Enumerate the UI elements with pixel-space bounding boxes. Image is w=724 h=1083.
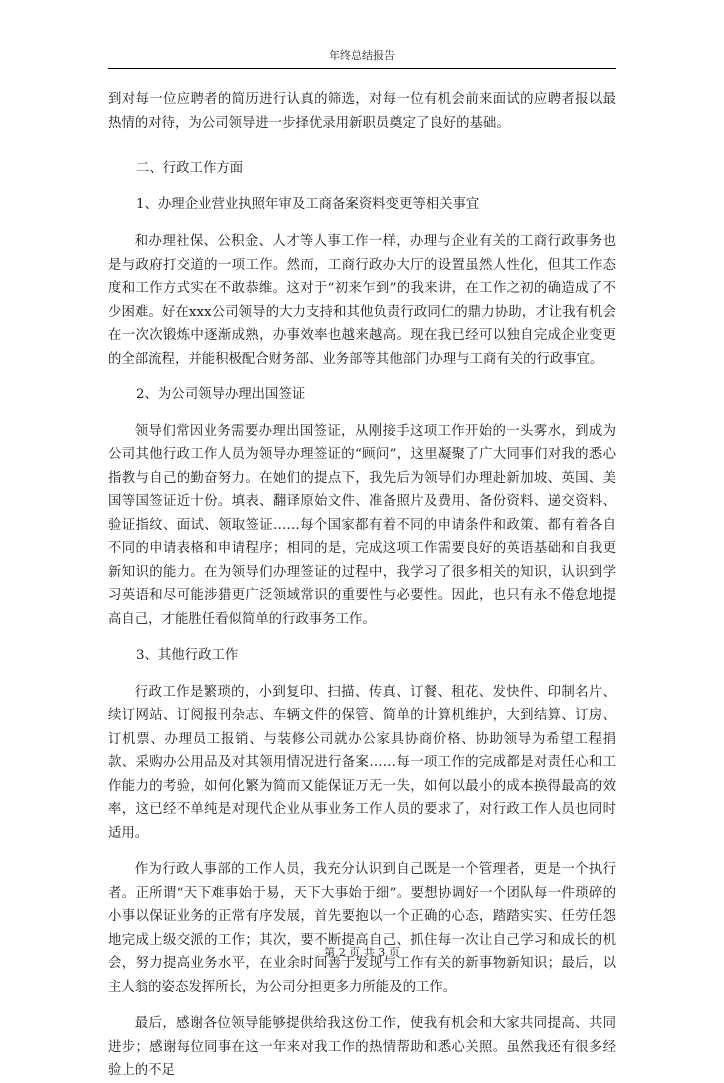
document-body xyxy=(108,88,616,1083)
page-header xyxy=(108,46,616,69)
paragraph-thanks: 最后，感谢各位领导能够提供给我这份工作，使我有机会和大家共同提高、共同进步；感谢每位同事在这一年来对我工作的热情帮助和悉心关照。虽然我还有很多经验上的不足 xyxy=(108,1016,616,1078)
paragraph-visa: 领导们常因业务需要办理出国签证，从刚接手这项工作开始的一头雾水，到成为公司其他行政工作人员为领导办理签证的“顾问”，这里凝聚了广大同事们对我的悉心指教与自己的勤奋努力。在她们的提点下，我先后为领导们办理赴新加坡、英国、美国等国签证近十份。填表、翻译原始文件、准备照片及费用、备份资料、递交资料、验证指纹、面试、领取签证……每个国家都有着不同的申请条件和政策、都有着各自不同的申请表格和申请程序；相同的是，完成这项工作需要良好的英语基础和自我更新知识的能力。在为领导们办理签证的过程中，我学习了很多相关的知识，认识到学习英语和尽可能涉猎更广泛领域常识的重要性与必要性。因此，也只有永不倦怠地提高自己，才能胜任看似简单的行政事务工作。 xyxy=(108,423,616,627)
subheading-business-license: 1、办理企业营业执照年审及工商备案资料变更等相关事宜 xyxy=(136,196,480,212)
subheading-visa: 2、为公司领导办理出国签证 xyxy=(136,387,306,402)
paragraph-business-license: 和办理社保、公积金、人才等人事工作一样，办理与企业有关的工商行政事务也是与政府打交道的一项工作。然而，工商行政办大厅的设置虽然人性化，但其工作态度和工作方式实在不敢恭维。这对于“初来乍到”的我来讲，在工作之初的确造成了不少困难。好在xxx公司领导的大力支持和其他负责行政同仁的鼎力协助，才让我有机会在一次次锻炼中逐渐成熟，办事效率也越来越高。现在我已经可以独自完成企业变更的全部流程，并能积极配合财务部、业务部等其他部门办理与工商有关的行政事宜。 xyxy=(108,234,616,367)
paragraph-other-admin: 行政工作是繁琐的，小到复印、扫描、传真、订餐、租花、发快件、印制名片、续订网站、订阅报刊杂志、车辆文件的保管、简单的计算机维护，大到结算、订房、订机票、办理员工报销、与装修公司就办公家具协商价格、协助领导为希望工程捐款、采购办公用品及对其领用情况进行备案……每一项工作的完成都是对责任心和工作能力的考验，如何化繁为简而又能保证万无一失，如何以最小的成本换得最高的效率，这已经不单纯是对现代企业从事业务工作人员的要求了，对行政工作人员也同时适用。 xyxy=(108,684,616,841)
page-footer xyxy=(0,944,724,960)
subheading-other-admin: 3、其他行政工作 xyxy=(136,648,239,663)
page-number: 第 2 页 共 3 页 xyxy=(324,946,400,959)
document-title: 年终总结报告 xyxy=(329,49,395,62)
paragraph-role: 作为行政人事部的工作人员，我充分认识到自己既是一个管理者，更是一个执行者。正所谓“天下难事始于易，天下大事始于细”。要想协调好一个团队每一件琐碎的小事以保证业务的正常有序发展，首先要抱以一个正确的心态，踏踏实实、任劳任怨地完成上级交派的工作；其次，要不断提高自己、抓住每一次让自己学习和成长的机会，努力提高业务水平，在业余时间善于发现与工作有关的新事物新知识；最后，以主人翁的姿态发挥所长，为公司分担更多力所能及的工作。 xyxy=(108,862,616,995)
paragraph-intro: 到对每一位应聘者的简历进行认真的筛选，对每一位有机会前来面试的应聘者报以最热情的对待，为公司领导进一步择优录用新职员奠定了良好的基础。 xyxy=(108,92,616,131)
section-heading-admin: 二、行政工作方面 xyxy=(136,161,244,176)
